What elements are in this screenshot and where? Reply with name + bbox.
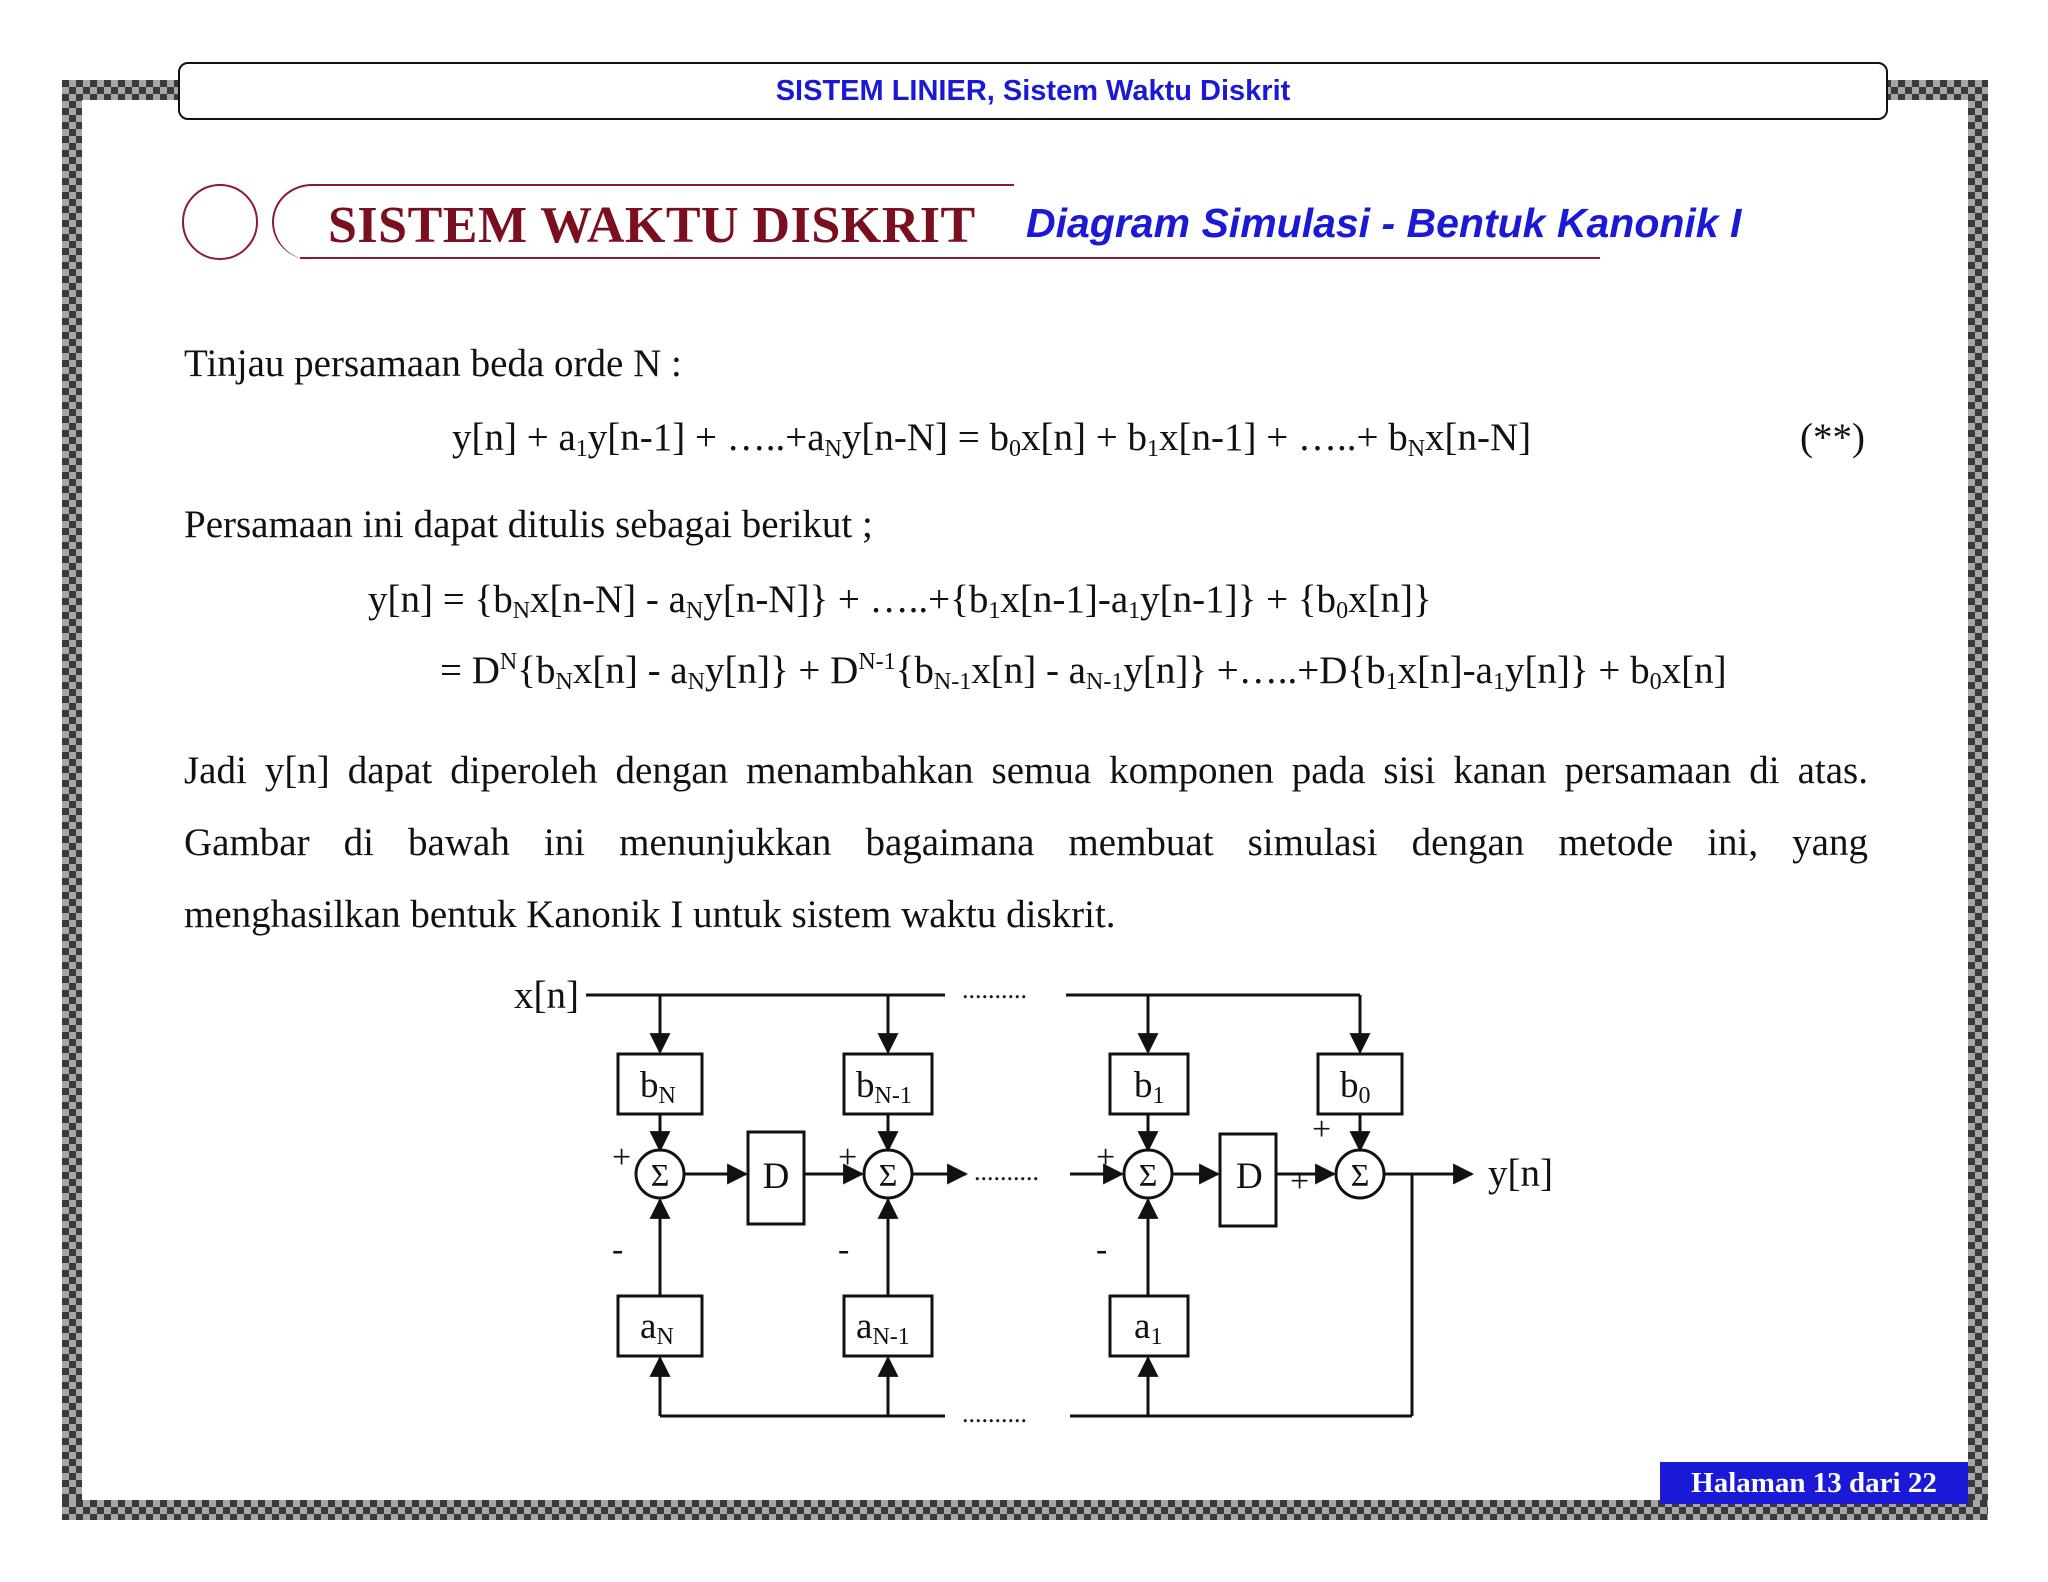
main-title: SISTEM WAKTU DISKRIT [328,197,976,254]
equation-3: = $D^N\{b_Nx[n] - a_Ny[n]\} + D^{N-1}\{b_{N-1}x[n] - a_{N-1}y[n]\}$ $+\dots..+D\{b_1x[n]-a_1y[n]\} + b_0x[n]$ [440,649,1727,695]
coef-box-aN [618,1296,702,1356]
summer-1 [636,1150,684,1198]
equation-1: $y[n] + a_1y[n-1]$ + $\dots..+a_Ny[n-N] = b_0x[n] + b_1x[n-1]$ + …..+ $b_Nx[n-N]$ [452,416,1532,462]
feedback-bus-dots: .......... [962,1399,1027,1428]
coef-box-a1 [1110,1296,1188,1356]
paragraph-line-2: Gambar di bawah ini menunjukkan bagaimana membuat simulasi dengan metode ini, yang [184,821,1868,864]
svg-text:Σ: Σ [650,1157,670,1193]
minus-sign: - [612,1231,624,1268]
frame-border-left [62,80,82,1520]
svg-text:b0: b0 [1340,1065,1371,1109]
coef-box-bN [618,1054,702,1114]
plus-sign: + [838,1139,858,1176]
frame-border-top-right [1884,80,1988,100]
svg-text:aN: aN [640,1306,674,1350]
plus-sign: + [612,1139,632,1176]
page-number-badge: Halaman 13 dari 22 [1660,1462,1968,1504]
intro-text: Tinjau persamaan beda orde N : [184,342,682,385]
summer-2 [864,1150,912,1198]
frame-border-top-left [62,80,182,100]
svg-text:Σ: Σ [1138,1157,1158,1193]
coef-box-bN-1 [844,1054,932,1114]
svg-text:bN-1: bN-1 [856,1065,912,1109]
delay-block-2 [1220,1134,1276,1226]
delay-block-1 [748,1132,804,1224]
svg-text:Σ: Σ [1350,1157,1370,1193]
coef-box-b0 [1318,1054,1402,1114]
rewrite-text: Persamaan ini dapat ditulis sebagai berikut ; [184,503,873,546]
explanation-paragraph [184,735,1868,951]
svg-text:aN-1: aN-1 [856,1306,910,1350]
svg-text:D: D [1236,1156,1263,1197]
svg-text:a1: a1 [1134,1306,1163,1350]
coef-box-aN-1 [844,1296,932,1356]
header-bar [178,62,1888,120]
plus-sign: + [1312,1111,1332,1148]
minus-sign: - [838,1231,850,1268]
signal-path-dots: .......... [974,1157,1039,1186]
equation-tag: (**) [1800,416,1865,459]
frame-border-right [1968,80,1988,1520]
paragraph-line-3: menghasilkan bentuk Kanonik I untuk sistem waktu diskrit. [184,893,1116,936]
header-title: SISTEM LINIER, Sistem Waktu Diskrit [775,74,1291,107]
svg-text:Σ: Σ [878,1157,898,1193]
svg-text:D: D [762,1156,790,1197]
summer-3 [1124,1150,1172,1198]
output-label: y[n] [1488,1152,1553,1195]
minus-sign: - [1096,1231,1108,1268]
title-circle-ornament [182,184,258,260]
subtitle: Diagram Simulasi - Bentuk Kanonik I [1026,200,1742,246]
plus-sign: + [1290,1163,1310,1200]
equation-2: $y[n] = \{b_Nx[n-N] - a_Ny[n-N]\}$ + $\dots..+\{b_1x[n-1]-a_1y[n-1]\} + \{b_0x[n]\}$ [368,578,1432,624]
title-underline [300,257,1600,259]
canonical-form-1-diagram [500,970,1600,1430]
svg-text:bN: bN [640,1065,676,1109]
input-bus-dots: .......... [962,975,1027,1004]
coef-box-b1 [1110,1054,1188,1114]
plus-sign: + [1096,1139,1116,1176]
summer-output [1336,1150,1384,1198]
paragraph-line-1: Jadi y[n] dapat diperoleh dengan menambahkan semua komponen pada sisi kanan persamaan di atas. [184,749,1868,792]
svg-text:b1: b1 [1134,1065,1165,1109]
input-label: x[n] [514,974,579,1017]
